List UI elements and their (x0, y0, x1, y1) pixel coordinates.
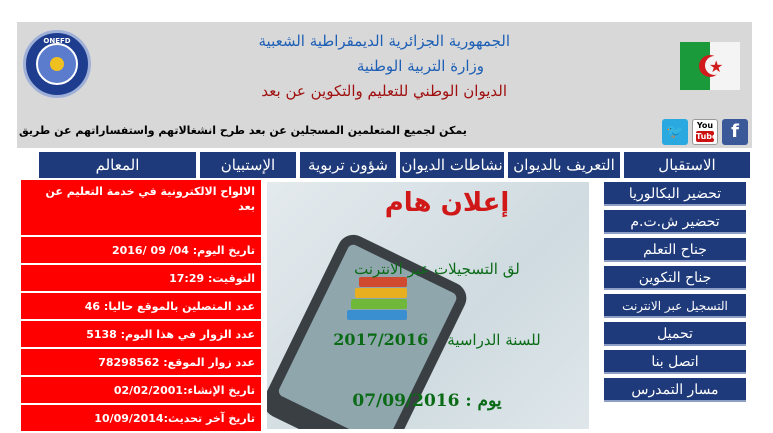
news-ticker (17, 114, 752, 148)
announcement-line1: لق التسجيلات عبر الانترنت (354, 260, 520, 278)
info-total-visitors: عدد زوار الموقع: 78298562 (21, 349, 261, 377)
header-title-republic: الجمهورية الجزائرية الديمقراطية الشعبية (258, 32, 510, 50)
announcement-date: يوم : 07/09/2016 (352, 391, 502, 411)
facebook-icon[interactable]: f (722, 119, 748, 145)
sidebar-item-contact[interactable]: اتصل بنا (604, 350, 746, 374)
nav-landmarks[interactable]: المعالم (37, 150, 198, 180)
algeria-flag-icon: ★ (680, 42, 740, 90)
sidebar-item-online-registration[interactable]: التسجيل عبر الانترنت (604, 294, 746, 318)
announcement-banner[interactable] (267, 182, 589, 429)
nav-about[interactable]: التعريف بالديوان (506, 150, 622, 180)
info-updated-date: تاريخ آخر تحديث:10/09/2014 (21, 405, 261, 433)
info-time: التوقيت: 17:29 (21, 265, 261, 293)
nav-education-affairs[interactable]: شؤون تربوية (298, 150, 398, 180)
announcement-title: إعلان هام (384, 188, 510, 218)
sidebar-item-training-wing[interactable]: جناح التكوين (604, 266, 746, 290)
sidebar-item-learning-wing[interactable]: جناح التعلم (604, 238, 746, 262)
info-created-date: تاريخ الإنشاء:02/02/2001 (21, 377, 261, 405)
twitter-icon[interactable]: 🐦 (662, 119, 688, 145)
sidebar-item-schooling-path[interactable]: مسار التمدرس (604, 378, 746, 402)
sidebar-item-bac-prep[interactable]: تحضير البكالوريا (604, 182, 746, 206)
sidebar-item-bem-prep[interactable]: تحضير ش.ت.م (604, 210, 746, 234)
header-title-ministry: وزارة التربية الوطنية (356, 57, 484, 75)
site-header (17, 22, 752, 114)
nav-survey[interactable]: الإستبيان (198, 150, 298, 180)
onefd-logo[interactable] (23, 30, 91, 98)
sidebar-item-download[interactable]: تحميل (604, 322, 746, 346)
main-nav (17, 150, 752, 180)
announcement-year: 2017/2016 (333, 330, 429, 349)
nav-activities[interactable]: نشاطات الديوان (398, 150, 506, 180)
books-image (337, 270, 447, 330)
logo-text: ONEFD (43, 37, 71, 45)
header-title-office: الديوان الوطني للتعليم والتكوين عن بعد (261, 82, 507, 100)
info-panel (21, 180, 261, 433)
announcement-year-label: للسنة الدراسية (447, 331, 541, 349)
page-frame (17, 22, 752, 429)
logo-core (50, 57, 64, 71)
info-head[interactable]: الالواح الالكترونية في خدمة التعليم عن بعد (21, 180, 261, 237)
youtube-icon[interactable]: You Tube (692, 119, 718, 145)
right-sidebar (604, 182, 746, 406)
info-today-visitors: عدد الزوار في هذا اليوم: 5138 (21, 321, 261, 349)
announcement-line2 (297, 330, 577, 349)
logo-ring (36, 43, 78, 85)
info-online-count: عدد المتصلين بالموقع حاليا: 46 (21, 293, 261, 321)
nav-home[interactable]: الاستقبال (622, 150, 752, 180)
info-date: تاريخ اليوم: 04/ 09 /2016 (21, 237, 261, 265)
ticker-text: يمكن لجميع المتعلمين المسجلين عن بعد طرح انشغالاتهم واستفساراتهم عن طريق (19, 124, 467, 137)
